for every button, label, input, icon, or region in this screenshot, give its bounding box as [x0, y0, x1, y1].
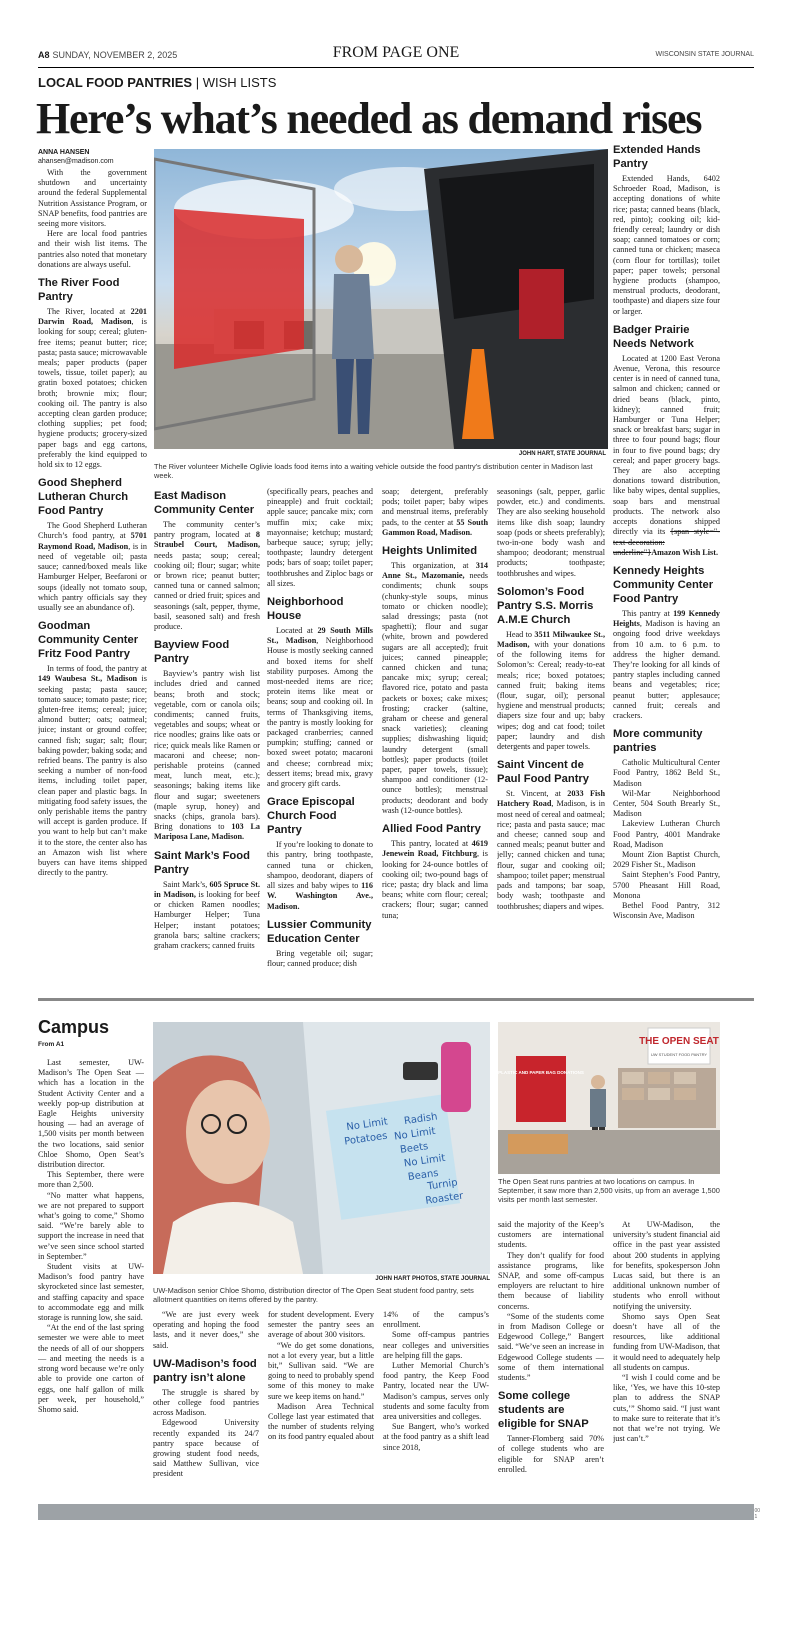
subhead-extended-hands: Extended Hands Pantry: [613, 144, 701, 170]
note-line: Roaster: [424, 1190, 465, 1207]
subhead-neighborhood-house: Neighborhood House: [267, 596, 344, 623]
campus-column-4: [383, 1310, 489, 1486]
byline-email: ahansen@madison.com: [38, 158, 114, 165]
photo-caption: The Open Seat runs pantries at two locations on campus. In September, it saw more than 2,500 visits, up from an average 1,500 visits per month last semester.: [498, 1177, 720, 1204]
photo-caption: The River volunteer Michelle Oglivie loads food items into a waiting vehicle outside the food pantry’s distribution center in Madison last week.: [154, 462, 593, 480]
list-item: Mount Zion Baptist Church, 2029 Fisher St., Madison: [613, 849, 720, 870]
campus-column-3: [268, 1310, 374, 1486]
paragraph-continued: soap; detergent, preferably pods; toilet paper; baby wipes and menstrual items, preferably pads, to the center at 55 South Gammon Road, Madison.: [382, 487, 488, 537]
note-line: Radish: [403, 1111, 439, 1128]
volunteer-photo-illustration: [154, 149, 608, 449]
subhead-solomons: Solomon’s Food Pantry S.S. Morris A.M.E Church: [497, 585, 594, 626]
subhead-river: The River Food Pantry: [38, 277, 120, 304]
intro-paragraph: With the government shutdown and uncertainty around the federal Supplemental Nutrition Assistance Program, or SNAP benefits, food pantries are seeing more visitors.: [38, 168, 147, 229]
campus-paragraph: Shomo says Open Seat doesn’t have all of the resources, like additional funding from UW-Madison, that it would need to adequately help all students on campus.: [613, 1311, 720, 1372]
paragraph-continued: (specifically pears, peaches and pineapple) and fruit cocktail; apple sauce; pancake mix; corn muffin mix; cake mix; mayonnaise; ketchup; mustard; barbeque sauce; syrup; jelly; toothpaste; laundry detergent pods; bars of soap; toilet paper; toothbrushes and Ziploc bags or all sizes.: [267, 487, 373, 588]
subhead-badger-prairie: Badger Prairie Needs Network: [613, 323, 694, 350]
paragraph-saint-marks: Saint Mark’s, 605 Spruce St. in Madison, is looking for beef or chicken Ramen noodles; Hamburger Helper; Tuna Helper; instant potatoes; granola bars; saltine crackers; graham crackers; canned fruits: [154, 879, 260, 950]
paragraph-grace-episcopal: If you’re looking to donate to this pantry, bring toothpaste, canned tuna or chicken, shampoo, deodorant, diapers of all sizes and baby wipes to 116 W. Washington Ave., Madison.: [267, 840, 373, 911]
campus-paragraph: Luther Memorial Church’s food pantry, the Keep Food Pantry, located near the UW-Madison’s campus, serves only students and some faculty from area universities and colleges.: [383, 1361, 489, 1422]
paragraph-goodman: In terms of food, the pantry at 149 Waubesa St., Madison is seeking pasta; pasta sauce; tomato sauce; tomato paste; rice; gluten-free items; cereal; juice; almond butter; oats; oatmeal; juice; instant or ground coffee; canned fish; sugar; salt; flour; baking powder; baking soda; and refried beans. The pantry is also seeking a number of non-food items, including toilet paper, clean paper and plastic bags. In mitigating food safety issues, the only perishable items the pantry will accept is garden produce. If you want to help but can’t make it to the store, the center also has an Amazon wish list where buyers can have items shipped directly to the pantry.: [38, 664, 147, 878]
photo-credit: JOHN HART PHOTOS, STATE JOURNAL: [375, 1276, 490, 1282]
paragraph-lussier: Bring vegetable oil; sugar; flour; canned produce; dish: [267, 948, 373, 968]
open-seat-photo: [498, 1022, 720, 1174]
newspaper-name: WISCONSIN STATE JOURNAL: [655, 51, 754, 58]
campus-paragraph: 14% of the campus’s enrollment.: [383, 1310, 489, 1330]
subhead-grace-episcopal: Grace Episcopal Church Food Pantry: [267, 796, 355, 837]
campus-paragraph: Last semester, UW-Madison’s The Open Seat — which has a location in the Student Activity Center and a weekly pop-up distribution at Eagle Heights university housing — had an average of 1,500 visits per month between the two locations, said senior Chloe Shomo, Open Seat’s distribution director.: [38, 1058, 144, 1170]
campus-paragraph: This September, there were more than 2,500.: [38, 1170, 144, 1190]
subhead-east-madison: East Madison Community Center: [154, 490, 255, 516]
paragraph-neighborhood-house: Located at 29 South Mills St., Madison, Neighborhood House is mostly seeking canned and boxed items for shelf stability purposes. Among the most-needed items are rice; protein items like meat or beans; soup and cooking oil. In terms of Thanksgiving items, the pantry is mostly looking for packaged cranberries; canned pumpkin; stuffing; canned or boxed sweet potato; macaroni and cheese; cornbread mix; dessert items; bread mix, gravy and grocery gift cards.: [267, 626, 373, 789]
kicker: [38, 75, 276, 90]
photo-caption: UW-Madison senior Chloe Shomo, distribution director of The Open Seat student food pantry, sets allotment quantities on items offered by the pantry.: [153, 1286, 474, 1304]
subhead-saint-vincent: Saint Vincent de Paul Food Pantry: [497, 759, 589, 786]
paragraph-good-shepherd: The Good Shepherd Lutheran Church’s food pantry, at 5701 Raymond Road, Madison, is in need of vegetable oil; pasta sauce; canned/boxed meals like Hamburger Helper, Beefaroni or soups (ideally not tomato soup, which pantry officials say they usually see an abundance of).: [38, 521, 147, 612]
list-item: Saint Stephen’s Food Pantry, 5700 Pheasant Hill Road, Monona: [613, 870, 720, 900]
subhead-goodman: Goodman Community Center Fritz Food Pantry: [38, 620, 139, 661]
subhead-saint-marks: Saint Mark’s Food Pantry: [154, 849, 250, 876]
footer-bar: [38, 1504, 754, 1520]
footer-code: 00 1: [754, 1508, 760, 1520]
note-line: Turnip: [426, 1177, 459, 1193]
subhead-lussier: Lussier Community Education Center: [267, 918, 372, 945]
column-3: [267, 487, 373, 987]
campus-column-6: [613, 1220, 720, 1486]
column-1: [38, 148, 147, 986]
note-line: Beets: [399, 1141, 429, 1156]
kicker-sub: | WISH LISTS: [195, 75, 277, 90]
campus-paragraph: “We do get some donations, not a lot every year, but a little bit,” Sullivan said. “We are going to need to probably spend some of this money to make sure we keep items on hand.”: [268, 1340, 374, 1401]
note-line: Potatoes: [343, 1130, 389, 1148]
subhead-more-pantries: More community pantries: [613, 728, 703, 755]
list-item: Bethel Food Pantry, 312 Wisconsin Ave, Madison: [613, 900, 720, 921]
paragraph-solomons: Head to 3511 Milwaukee St., Madison, with your donations of the following items for Solomon’s: Cereal; ready-to-eat meals; rice; boxed potatoes; canned fruit; baking items (flour, sugar, oil); personal hygiene and menstrual products; diapers size four and up; baby wipes; dog and cat food; toilet paper; laundry and dish detergents and paper towels.: [497, 629, 605, 752]
kicker-topic: LOCAL FOOD PANTRIES: [38, 75, 193, 90]
subhead-not-alone: UW-Madison’s food pantry isn’t alone: [153, 1357, 257, 1384]
paragraph-saint-vincent: St. Vincent, at 2033 Fish Hatchery Road, Madison, is in most need of cereal and oatmeal; rice; pasta and pasta sauce; mac and cheese; canned soup and canned meals; peanut butter and jelly; canned chicken and tuna; flour, sugar and cooking oil; shampoo; toilet paper; menstrual pads and tampons; bar soap, body wash; toothpaste and toothbrushes; diapers and wipes.: [497, 789, 605, 911]
campus-paragraph: for student development. Every semester the pantry sees an average of about 300 visitors.: [268, 1310, 374, 1340]
campus-paragraph: Tanner-Flomberg said 70% of college students who are eligible for SNAP aren’t enrolled.: [498, 1434, 604, 1474]
intro-paragraph: Here are local food pantries and their wish list items. The pantries also noted that monetary donations are always useful.: [38, 229, 147, 269]
page-header: [38, 44, 754, 68]
campus-paragraph: At UW-Madison, the university’s student financial aid office in the past year assisted about 200 students in applying for benefits, spokesperson John Lucas said, but there is an additional unknown number of students who enroll without notifying the university.: [613, 1220, 720, 1311]
campus-title: Campus: [38, 1017, 110, 1037]
campus-paragraph: “At the end of the last spring semester we were able to meet the needs of all of our shoppers — and meeting the needs is a strong word because we’re only able to provide one carton of eggs, one half gallon of milk per week, per household,” Shomo said.: [38, 1323, 144, 1414]
column-6: [613, 143, 720, 988]
shomo-photo-illustration: [153, 1022, 490, 1274]
note-line: No Limit: [345, 1116, 389, 1134]
campus-column-1: [38, 1058, 144, 1486]
campus-paragraph: “I wish I could come and be like, ‘Yes, we have this 10-step plan to address the SNAP cuts,’” Shomo said. “I just want to make sure to reiterate that it’s not that we’re not trying. We just can’t.”: [613, 1373, 720, 1444]
campus-paragraph: Edgewood University recently expanded its 24/7 pantry space because of growing student food needs, said Matthew Sullivan, vice president: [153, 1418, 259, 1479]
campus-paragraph: Madison Area Technical College last year estimated that the number of students relying on its food pantry equaled about: [268, 1401, 374, 1442]
paragraph-allied: This pantry, located at 4619 Jenewein Road, Fitchburg, is looking for 24-ounce bottles of cooking oil; two-pound bags of rice; pasta; dry black and lima beans; white corn flour; cereal; crackers; flour; sugar; canned tuna;: [382, 839, 488, 920]
jump-from: From A1: [38, 1041, 65, 1048]
column-4: [382, 487, 488, 987]
campus-paragraph: “No matter what happens, we are not prepared to support what’s going to come,” Shomo said. “We’re barely able to support the increase in need that we’ve seen since school started in September.”: [38, 1190, 144, 1261]
subhead-bayview: Bayview Food Pantry: [154, 639, 230, 666]
section-title: FROM PAGE ONE: [332, 44, 460, 61]
open-seat-photo-illustration: [498, 1022, 720, 1174]
campus-paragraph: said the majority of the Keep’s customers are international students.: [498, 1220, 604, 1250]
column-2: [154, 487, 260, 987]
campus-paragraph: The struggle is shared by other college food pantries across Madison.: [153, 1387, 259, 1418]
sign-title: THE OPEN SEAT: [639, 1036, 719, 1047]
shomo-photo: [153, 1022, 490, 1274]
paragraph-river: The River, located at 2201 Darwin Road, Madison, is looking for soup; cereal; gluten-free items; peanut butter; rice; pasta; pasta sauce; microwavable meals; paper products (paper towels, tissue, toilet paper); au gratin boxed potatoes; chicken broth; brownie mix; flour; cooking oil. The pantry is also accepting clean garden produce; clothing supplies; pet food; hygiene products; grocery-sized paper bags and egg cartons, preferably the kind equipped to hold six to 12 eggs.: [38, 307, 147, 470]
section-divider: [38, 998, 754, 1001]
page-date: SUNDAY, NOVEMBER 2, 2025: [52, 50, 178, 60]
sign-subtitle: UW STUDENT FOOD PANTRY: [650, 1052, 708, 1057]
campus-column-5: [498, 1220, 604, 1486]
campus-paragraph: Sue Bangert, who’s worked at the food pantry as a shift lead since 2018,: [383, 1422, 489, 1452]
paragraph-bayview: Bayview’s pantry wish list includes dried and canned beans; broth and stock; vegetable, corn or canola oils; condiments; canned fruits, vegetables and soups; wheat or rice noodles; grains like oats or rice; quick meals like Ramen or macaroni and cheese; non-perishable proteins (canned meat, lunch meat, etc.); seasonings; baking items like flour and sugar; sweeteners (maple syrup, honey) and snacks (chips, granola bars). Bring donations to 103 La Mariposa Lane, Madison.: [154, 669, 260, 842]
campus-paragraph: Some off-campus pantries near colleges and universities are helping fill the gaps.: [383, 1330, 489, 1360]
paragraph-kennedy-heights: This pantry at 199 Kennedy Heights, Madison is having an ongoing food drive weekdays from 10 a.m. to 6 p.m. to address the higher demand. They’re looking for all kinds of pantry staples including canned beans and vegetables; rice; peanut butter; applesauce; canned fruit; cereals and crackers.: [613, 608, 720, 720]
campus-paragraph: Student visits at UW-Madison’s food pantry have skyrocketed since last semester, and staffing capacity and space to accommodate egg and milk storage is running low, she said.: [38, 1262, 144, 1323]
page-number: A8 SUNDAY, NOVEMBER 2, 2025: [38, 50, 178, 60]
subhead-kennedy-heights: Kennedy Heights Community Center Food Pantry: [613, 564, 714, 605]
list-item: Catholic Multicultural Center Food Pantry, 1862 Beld St., Madison: [613, 758, 720, 788]
subhead-snap: Some college students are eligible for SNAP: [498, 1390, 589, 1431]
subhead-allied: Allied Food Pantry: [382, 823, 481, 836]
paragraph-east-madison: The community center’s pantry program, located at 8 Straubel Court, Madison, needs pasta; soup; cereal; cooking oil; flour; sugar; white or brown rice; peanut butter; canned tuna or canned salmon; canned or dried fruit; spices and seasonings (salt, pepper, thyme, basil, seasoned salt) and fresh produce.: [154, 520, 260, 632]
column-5: [497, 487, 605, 987]
note-line: No Limit: [393, 1125, 437, 1143]
paragraph-continued: seasonings (salt, pepper, garlic powder, etc.) and condiments. They are also seeking household items like dish soap; laundry soap (pods or sheets preferably); two-in-one body wash and shampoo; deodorant; menstrual products; toothpaste; toothbrushes and wipes.: [497, 487, 605, 578]
paragraph-heights-unlimited: This organization, at 314 Anne St., Mazomanie, needs condiments; chunk soups (chunky-style soups, minus tomato or chicken noodle); salad dressings; pasta (not spaghetti); flour and sugar (white, brown and powdered sugars are all accepted); fruit juices; canned pineapple; canned chicken and tuna; pancake mix; syrup; cereal; flavored rice, potato and pasta packets or boxes; cake mixes; frosting; cracker (saltine, graham or cheese and general snack varieties); cleaning supplies; dishwashing liquid; laundry detergent (small bottles); paper products (toilet paper, paper towels, tissue); shampoo and conditioner (12-ounce bottles); menstrual products; deodorant and body wash (12-ounce bottles).: [382, 561, 488, 815]
campus-column-2: [153, 1310, 259, 1486]
byline-name: ANNA HANSEN: [38, 149, 90, 156]
campus-paragraph: “Some of the students come in from Madison College or Edgewood College,” Bangert said. “We’ve seen an increase in Edgewood College students — some of them international students.”: [498, 1311, 604, 1383]
list-item: Wil-Mar Neighborhood Center, 504 South Brearly St., Madison: [613, 788, 720, 819]
note-line: No Limit: [403, 1152, 447, 1170]
campus-paragraph: They don’t qualify for food assistance programs, like SNAP, and some off-campus employers are reluctant to hire them because of liability concerns.: [498, 1250, 604, 1311]
photo-credit: JOHN HART, STATE JOURNAL: [518, 451, 606, 457]
campus-paragraph: “We are just every week operating and hoping the food lasts, and it never does,” she said.: [153, 1310, 259, 1350]
paragraph-badger-prairie: Located at 1200 East Verona Avenue, Verona, this resource center is in need of canned tuna, salmon and chicken; canned or dried beans (black, pinto, kidney); canned fruit; Hamburger or Tuna Helper; snack or breakfast bars; sugar in three to four pound bags; flour in four to five pound bags; dry cereal; and paper grocery bags. They are also accepting donations toward distribution, like baby wipes, dental supplies, soap bars and menstrual products. The network also accepts donations shipped directly via its {span style="-text-decoration: underline"}Amazon Wish List.: [613, 353, 720, 557]
subhead-heights-unlimited: Heights Unlimited: [382, 545, 478, 558]
list-item: Lakeview Lutheran Church Food Pantry, 4001 Mandrake Road, Madison: [613, 819, 720, 849]
volunteer-photo: [154, 149, 608, 449]
subhead-good-shepherd: Good Shepherd Lutheran Church Food Pantry: [38, 477, 129, 518]
headline: Here’s what’s needed as demand rises: [36, 94, 702, 143]
paragraph-extended-hands: Extended Hands, 6402 Schroeder Road, Madison, is accepting donations of white rice; pasta; canned beans (black, red, pinto); cooking oil; kid-friendly cereal; laundry or dish soap; canned tomatoes or corn; canned tuna or chicken; maseca (corn flour for tortillas); toilet paper; paper towels; personal hygiene products (shampoo, menstrual products, deodorant, toothpaste) and diapers size four or larger.: [613, 174, 720, 316]
sign-donations: PLASTIC AND PAPER BAG DONATIONS: [498, 1070, 584, 1075]
note-line: Beans: [407, 1167, 440, 1184]
